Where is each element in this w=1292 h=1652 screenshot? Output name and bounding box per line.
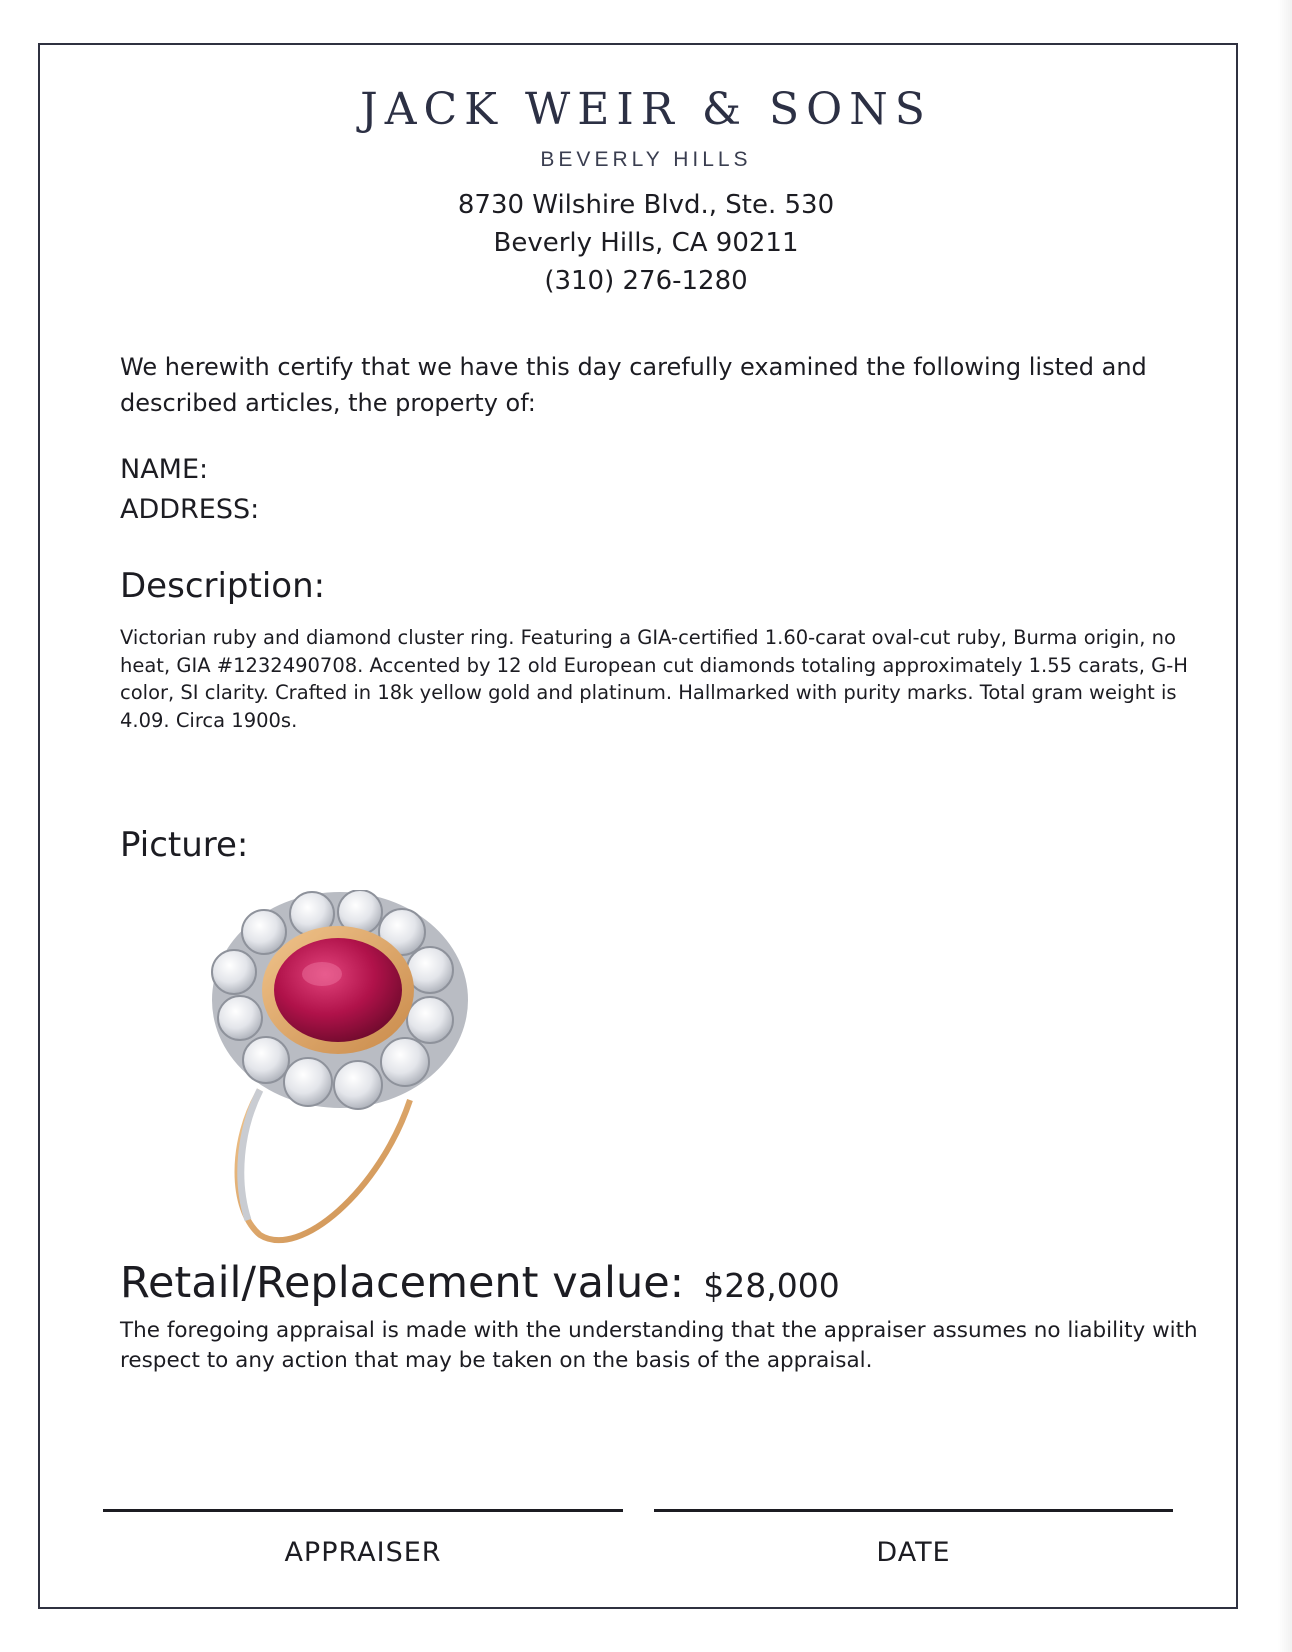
appraisal-disclaimer: The foregoing appraisal is made with the understanding that the appraiser assumes no liability with respect to any action that may be taken on the basis of the appraisal. (120, 1318, 1198, 1373)
address-label: ADDRESS: (120, 494, 260, 525)
retail-value-label: Retail/Replacement value: (120, 1258, 685, 1308)
date-signature-line (654, 1509, 1173, 1512)
brand-name: JACK WEIR & SONS (360, 84, 932, 135)
brand-location: BEVERLY HILLS (540, 148, 752, 171)
retail-value-row (120, 1258, 840, 1308)
picture-heading: Picture: (120, 825, 249, 865)
ring-photo (190, 890, 490, 1250)
date-label: DATE (876, 1537, 951, 1568)
description-text: Victorian ruby and diamond cluster ring. Featuring a GIA-certified 1.60-carat oval-cut ruby, Burma origin, no heat, GIA #1232490708. Accented by 12 old European cut diamonds totaling approximately 1.55 carats, G-H color, SI clarity. Crafted in 18k yellow gold and platinum. Hallmarked with purity marks. Total gram weight is 4.09. Circa 1900s. (120, 626, 1188, 732)
description-heading: Description: (120, 566, 326, 606)
name-label: NAME: (120, 454, 209, 485)
retail-value-amount: $28,000 (703, 1266, 840, 1305)
certification-statement: We herewith certify that we have this day carefully examined the following listed and described articles, the property of: (120, 353, 1147, 417)
ruby-cluster-ring-image (190, 890, 490, 1250)
address-line-2: Beverly Hills, CA 90211 (493, 228, 799, 258)
appraiser-signature-line (103, 1509, 623, 1512)
address-line-1: 8730 Wilshire Blvd., Ste. 530 (457, 190, 835, 220)
phone-number: (310) 276-1280 (544, 266, 748, 296)
appraiser-label: APPRAISER (284, 1537, 442, 1568)
